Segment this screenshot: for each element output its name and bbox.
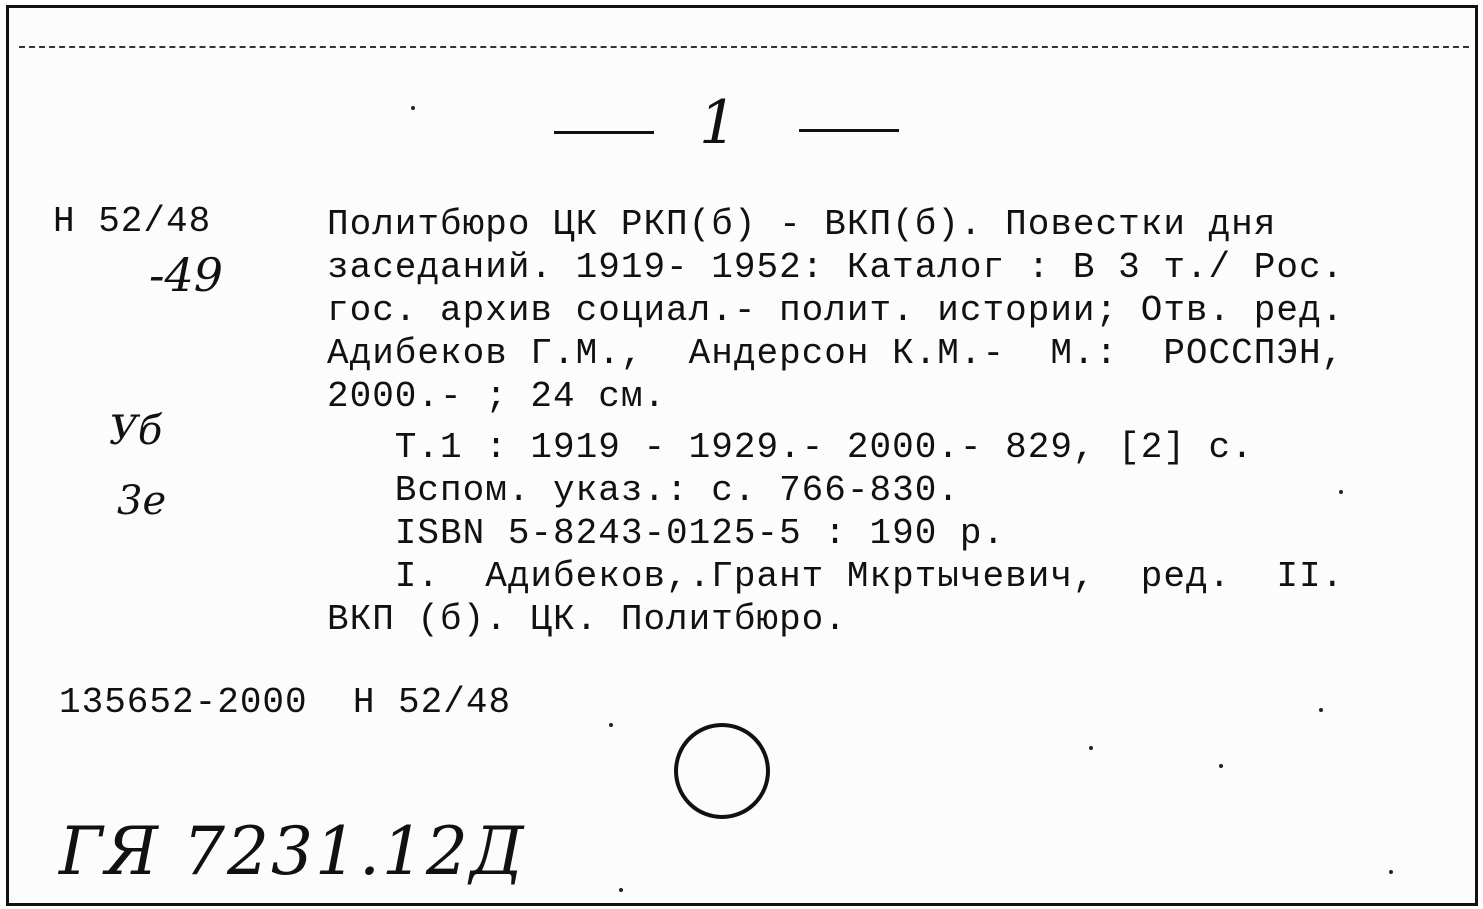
catalog-card xyxy=(6,5,1478,906)
entry-line: Адибеков Г.М., Андерсон К.М.- М.: РОССПЭН, xyxy=(327,333,1345,374)
entry-line: заседаний. 1919- 1952: Каталог : В 3 т./ Рос. xyxy=(327,247,1345,288)
entry-line: ВКП (б). ЦК. Политбюро. xyxy=(327,599,847,640)
speck xyxy=(1219,764,1223,768)
speck xyxy=(411,106,415,110)
speck xyxy=(1339,490,1343,494)
entry-line: Вспом. указ.: с. 766-830. xyxy=(327,470,960,511)
speck xyxy=(619,888,623,892)
speck xyxy=(1389,870,1393,874)
speck xyxy=(609,723,613,727)
entry-line: Т.1 : 1919 - 1929.- 2000.- 829, [2] с. xyxy=(327,427,1254,468)
page-number-dash-left xyxy=(554,131,654,134)
top-dashed-rule xyxy=(19,46,1469,48)
entry-line: I. Адибеков,.Грант Мкртычевич, ред. II. xyxy=(327,556,1345,597)
page-number-dash-right xyxy=(799,129,899,132)
entry-line: ISBN 5-8243-0125-5 : 190 р. xyxy=(327,513,1006,554)
punch-hole xyxy=(674,723,770,819)
entry-line: Политбюро ЦК РКП(б) - ВКП(б). Повестки дня xyxy=(327,204,1277,245)
handwritten-note: Уб xyxy=(109,408,163,454)
shelf-mark-handwritten-suffix: -49 xyxy=(149,248,224,302)
speck xyxy=(1319,708,1323,712)
shelf-mark: Н 52/48 xyxy=(53,201,212,242)
page-number: 1 xyxy=(699,88,738,158)
entry-line: 2000.- ; 24 см. xyxy=(327,376,667,417)
handwritten-call-number: ГЯ 7231.12Д xyxy=(59,813,526,890)
footer-accession-line: 135652-2000 Н 52/48 xyxy=(59,682,512,723)
entry-line: гос. архив социал.- полит. истории; Отв. ред. xyxy=(327,290,1345,331)
speck xyxy=(1089,746,1093,750)
handwritten-note: 3е xyxy=(117,478,167,524)
